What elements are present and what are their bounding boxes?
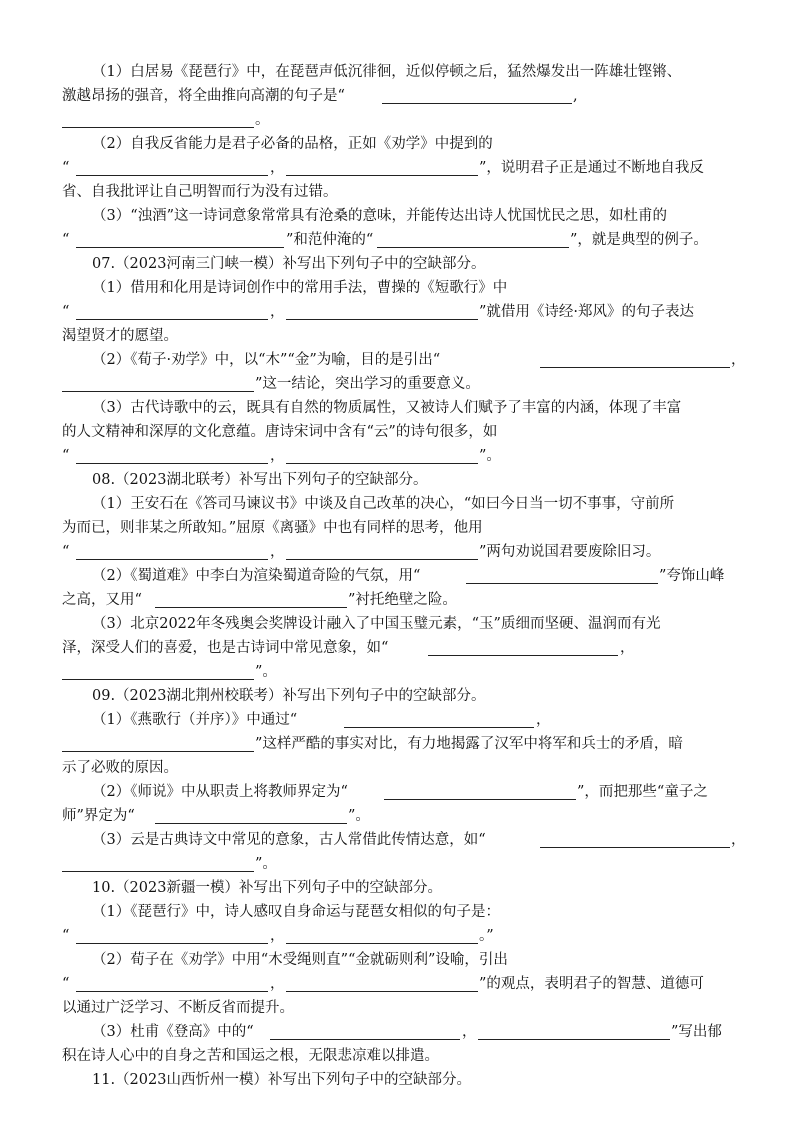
answer-blank[interactable] [62, 679, 254, 680]
paragraph-line [0, 948, 794, 972]
answer-blank[interactable] [286, 991, 478, 992]
text: ”衬托绝壁之险。 [348, 592, 457, 608]
text: ， [462, 1024, 477, 1040]
answer-blank[interactable] [76, 559, 268, 560]
text: ， [270, 928, 285, 944]
text: 10.（2023新疆一模）补写出下列句子中的空缺部分。 [92, 880, 442, 896]
text: ”。 [255, 856, 277, 872]
text: “ [62, 160, 70, 176]
text: 11.（2023山西忻州一模）补写出下列句子中的空缺部分。 [92, 1072, 471, 1088]
text: （3）古代诗歌中的云，既具有自然的物质属性，又被诗人们赋予了丰富的内涵，体现了丰富 [92, 400, 682, 416]
answer-blank[interactable] [478, 1039, 670, 1040]
question-title [0, 684, 794, 708]
text: ， [536, 712, 551, 728]
text: （3）“浊酒”这一诗词意象常常具有沧桑的意味，并能传达出诗人忧国忧民之思，如杜甫的 [92, 208, 668, 224]
paragraph-line [0, 348, 794, 372]
paragraph-line [0, 420, 794, 444]
paragraph-line [0, 1044, 794, 1068]
text: ， [270, 160, 285, 176]
paragraph-line [0, 396, 794, 420]
text: 示了必败的原因。 [62, 760, 178, 776]
answer-blank[interactable] [286, 943, 478, 944]
text: ”。 [479, 448, 501, 464]
answer-blank[interactable] [76, 247, 284, 248]
paragraph-line [0, 732, 794, 756]
answer-blank[interactable] [76, 463, 268, 464]
paragraph-line [0, 564, 794, 588]
answer-blank[interactable] [344, 727, 534, 728]
paragraph-line [0, 516, 794, 540]
text: （1）《燕歌行（并序）》中通过“ [92, 712, 298, 728]
answer-blank[interactable] [384, 799, 576, 800]
text: （1）借用和化用是诗词创作中的常用手法，曹操的《短歌行》中 [92, 280, 508, 296]
paragraph-line [0, 780, 794, 804]
answer-blank[interactable] [62, 871, 254, 872]
text: （2）《师说》中从职责上将教师界定为“ [92, 784, 348, 800]
text: 之高，又用“ [62, 592, 142, 608]
answer-blank[interactable] [62, 391, 254, 392]
paragraph-line [0, 324, 794, 348]
answer-blank[interactable] [62, 751, 254, 752]
text: ， [270, 304, 285, 320]
text: （1）《琵琶行》中，诗人感叹自身命运与琵琶女相似的句子是： [92, 904, 500, 920]
answer-blank[interactable] [155, 607, 347, 608]
text: （2）《荀子·劝学》中，以“木”“金”为喻，目的是引出“ [92, 352, 441, 368]
text: ， [731, 832, 746, 848]
text: ”写出郁 [671, 1024, 722, 1040]
text: “ [62, 232, 70, 248]
paragraph-line [0, 228, 794, 252]
text: 08.（2023湖北联考）补写出下列句子的空缺部分。 [92, 472, 428, 488]
answer-blank[interactable] [76, 991, 268, 992]
text: , [573, 88, 578, 104]
answer-blank[interactable] [286, 559, 478, 560]
text: ”这样严酷的事实对比，有力地揭露了汉军中将军和兵士的矛盾，暗 [255, 736, 683, 752]
text: 为而已，则非某之所敢知。”屈原《离骚》中也有同样的思考，他用 [62, 520, 483, 536]
answer-blank[interactable] [428, 655, 618, 656]
answer-blank[interactable] [286, 463, 478, 464]
text: ”这一结论，突出学习的重要意义。 [255, 376, 480, 392]
paragraph-line [0, 708, 794, 732]
answer-blank[interactable] [377, 247, 569, 248]
paragraph-line [0, 972, 794, 996]
text: （3）云是古典诗文中常见的意象，古人常借此传情达意，如“ [92, 832, 486, 848]
question-title [0, 876, 794, 900]
paragraph-line [0, 84, 794, 108]
text: 的人文精神和深厚的文化意蕴。唐诗宋词中含有“云”的诗句很多，如 [62, 424, 498, 440]
paragraph-line [0, 372, 794, 396]
text: 以通过广泛学习、不断反省而提升。 [62, 1000, 294, 1016]
paragraph-line [0, 828, 794, 852]
text: （3）北京2022年冬残奥会奖牌设计融入了中国玉璧元素，“玉”质细而坚硬、温润而有光 [92, 616, 661, 632]
paragraph-line [0, 156, 794, 180]
text: ”和范仲淹的“ [286, 232, 374, 248]
text: “ [62, 928, 70, 944]
text: （3）杜甫《登高》中的“ [92, 1024, 254, 1040]
paragraph-line [0, 132, 794, 156]
text: “ [62, 304, 70, 320]
text: （1）白居易《琵琶行》中，在琵琶声低沉徘徊，近似停顿之后，猛然爆发出一阵雄壮铿锵、 [92, 64, 682, 80]
text: 师”界定为“ [62, 808, 135, 824]
paragraph-line [0, 612, 794, 636]
text: ”。 [255, 664, 277, 680]
text: ”就借用《诗经·郑风》的句子表达 [479, 304, 695, 320]
text: （2）自我反省能力是君子必备的品格，正如《劝学》中提到的 [92, 136, 493, 152]
text: 泽，深受人们的喜爱，也是古诗词中常见意象，如“ [62, 640, 389, 656]
text: 。” [479, 928, 494, 944]
answer-blank[interactable] [382, 103, 572, 104]
text: “ [62, 976, 70, 992]
text: ”。 [348, 808, 370, 824]
answer-blank[interactable] [76, 319, 268, 320]
text: 渴望贤才的愿望。 [62, 328, 178, 344]
paragraph-line [0, 444, 794, 468]
answer-blank[interactable] [540, 367, 730, 368]
answer-blank[interactable] [62, 127, 254, 128]
text: 省、自我批评让自己明智而行为没有过错。 [62, 184, 338, 200]
text: ”的观点，表明君子的智慧、道德可 [479, 976, 704, 992]
paragraph-line [0, 492, 794, 516]
question-title [0, 468, 794, 492]
paragraph-line [0, 636, 794, 660]
paragraph-line [0, 540, 794, 564]
paragraph-line [0, 852, 794, 876]
answer-blank[interactable] [76, 943, 268, 944]
answer-blank[interactable] [466, 583, 658, 584]
answer-blank[interactable] [286, 175, 478, 176]
paragraph-line [0, 900, 794, 924]
paragraph-line [0, 60, 794, 84]
text: ”，而把那些“童子之 [577, 784, 708, 800]
answer-blank[interactable] [270, 1039, 460, 1040]
answer-blank[interactable] [155, 823, 347, 824]
paragraph-line [0, 756, 794, 780]
text: （2）荀子在《劝学》中用“木受绳则直”“金就砺则利”设喻，引出 [92, 952, 508, 968]
paragraph-line [0, 276, 794, 300]
text: ”两句劝说国君要废除旧习。 [479, 544, 661, 560]
text: ”，就是典型的例子。 [570, 232, 708, 248]
text: ”夸饰山峰 [659, 568, 725, 584]
text: （1）王安石在《答司马谏议书》中谈及自己改革的决心，“如曰今日当一切不事事，守前所 [92, 496, 675, 512]
text: ， [620, 640, 635, 656]
paragraph-line [0, 996, 794, 1020]
text: 09.（2023湖北荆州校联考）补写出下列句子中的空缺部分。 [92, 688, 486, 704]
text: 07.（2023河南三门峡一模）补写出下列句子中的空缺部分。 [92, 256, 486, 272]
text: （2）《蜀道难》中李白为渲染蜀道奇险的气氛，用“ [92, 568, 421, 584]
paragraph-line [0, 588, 794, 612]
text: ， [270, 976, 285, 992]
paragraph-line [0, 804, 794, 828]
text: ， [270, 448, 285, 464]
paragraph-line [0, 660, 794, 684]
paragraph-line [0, 204, 794, 228]
paragraph-line [0, 108, 794, 132]
paragraph-line [0, 300, 794, 324]
answer-blank[interactable] [76, 175, 268, 176]
text: 积在诗人心中的自身之苦和国运之根，无限悲凉难以排遣。 [62, 1048, 439, 1064]
text: ， [270, 544, 285, 560]
paragraph-line [0, 924, 794, 948]
text: “ [62, 448, 70, 464]
paragraph-line [0, 180, 794, 204]
answer-blank[interactable] [540, 847, 730, 848]
text: ， [731, 352, 746, 368]
text: 。 [255, 112, 270, 128]
text: 激越昂扬的强音，将全曲推向高潮的句子是“ [62, 88, 345, 104]
question-title [0, 1068, 794, 1092]
paragraph-line [0, 1020, 794, 1044]
question-title [0, 252, 794, 276]
text: “ [62, 544, 70, 560]
answer-blank[interactable] [286, 319, 478, 320]
text: ”，说明君子正是通过不断地自我反 [479, 160, 704, 176]
